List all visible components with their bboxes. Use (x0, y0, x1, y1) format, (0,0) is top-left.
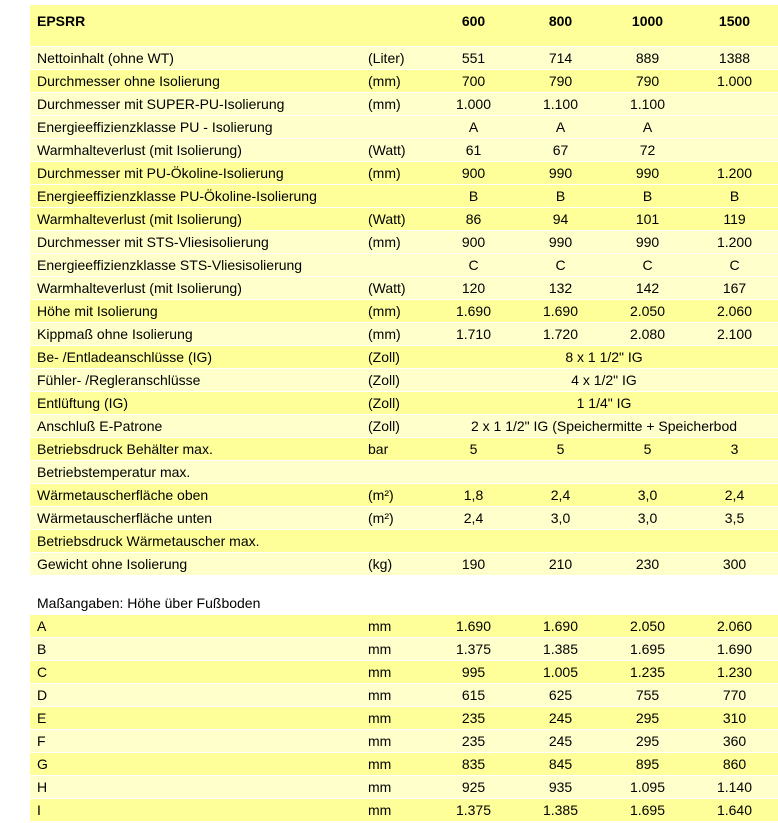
row-label: C (37, 664, 48, 680)
table-row (30, 254, 778, 277)
row-unit: (m²) (368, 510, 394, 526)
row-value: 925 (461, 779, 486, 795)
row-value: 310 (722, 710, 747, 726)
row-value: 2,4 (550, 487, 571, 503)
row-label: Wärmetauscherfläche oben (37, 487, 209, 503)
row-value: 900 (461, 234, 486, 250)
row-value: 295 (635, 710, 660, 726)
row-value: 300 (722, 556, 747, 572)
row-value: 889 (635, 50, 660, 66)
table-row (30, 461, 778, 484)
row-value: 295 (635, 733, 660, 749)
row-value: A (642, 119, 653, 135)
table-title: EPSRR (37, 13, 86, 29)
row-value: 625 (548, 687, 573, 703)
row-value: C (642, 257, 653, 273)
row-unit: mm (368, 756, 392, 772)
table-row (30, 730, 778, 753)
row-unit: mm (368, 733, 392, 749)
table-row (30, 707, 778, 730)
column-header-1500: 1500 (718, 13, 751, 29)
row-label: Warmhalteverlust (mit Isolierung) (37, 142, 242, 158)
row-label: Kippmaß ohne Isolierung (37, 326, 193, 342)
row-unit (365, 185, 430, 207)
row-value: 1.720 (542, 326, 579, 342)
row-value: 5 (469, 441, 478, 457)
row-value: 119 (723, 211, 746, 227)
row-unit: (Zoll) (368, 372, 400, 388)
table-row (30, 507, 778, 530)
row-value: 755 (635, 687, 660, 703)
row-value: 1.695 (629, 641, 666, 657)
row-value: 1.230 (716, 664, 753, 680)
row-unit: (m²) (368, 487, 394, 503)
row-unit: (Watt) (368, 211, 406, 227)
row-value: 845 (548, 756, 573, 772)
row-label: Energieeffizienzklasse PU-Ökoline-Isolierung (37, 188, 317, 204)
row-label: Betriebsdruck Wärmetauscher max. (37, 533, 260, 549)
row-value: 2.050 (629, 618, 666, 634)
row-unit: (mm) (368, 96, 401, 112)
row-value: 835 (461, 756, 486, 772)
row-label: D (37, 687, 48, 703)
row-value: 1.385 (542, 802, 579, 818)
row-value: B (555, 188, 566, 204)
row-label: Wärmetauscherfläche unten (37, 510, 213, 526)
table-row (30, 208, 778, 231)
row-value (430, 461, 517, 483)
row-value: 2.060 (716, 303, 753, 319)
table-row (30, 277, 778, 300)
row-value (691, 93, 778, 115)
row-value: 995 (461, 664, 486, 680)
column-header-600: 600 (461, 13, 486, 29)
row-value: 2.050 (629, 303, 666, 319)
row-label: Fühler- /Regleranschlüsse (37, 372, 201, 388)
row-value: C (555, 257, 566, 273)
row-label: Warmhalteverlust (mit Isolierung) (37, 280, 242, 296)
spec-table-body (30, 47, 778, 576)
row-value: 1.710 (455, 326, 492, 342)
row-label: E (37, 710, 47, 726)
row-unit: (mm) (368, 326, 401, 342)
row-value: 1.235 (629, 664, 666, 680)
row-value: 5 (556, 441, 565, 457)
row-value: 1.375 (455, 641, 492, 657)
row-unit: (Zoll) (368, 418, 400, 434)
row-value (691, 461, 778, 483)
table-row (30, 438, 778, 461)
row-value: 770 (722, 687, 747, 703)
row-value: 132 (548, 280, 573, 296)
row-label: H (37, 779, 48, 795)
row-merged-value: 8 x 1 1/2" IG (565, 349, 643, 365)
table-row (30, 415, 778, 438)
row-unit: (mm) (368, 165, 401, 181)
row-label: Durchmesser ohne Isolierung (37, 73, 220, 89)
row-value: 790 (548, 73, 573, 89)
row-value: 551 (461, 50, 486, 66)
row-value: 1,8 (463, 487, 484, 503)
table-row (30, 661, 778, 684)
row-value: 101 (635, 211, 660, 227)
row-value: 1.100 (629, 96, 666, 112)
table-row (30, 530, 778, 553)
row-value: 2,4 (463, 510, 484, 526)
row-label: Höhe mit Isolierung (37, 303, 158, 319)
table-row (30, 93, 778, 116)
table-row (30, 799, 778, 822)
table-row (30, 753, 778, 776)
row-value: 167 (722, 280, 747, 296)
row-unit: (kg) (368, 556, 393, 572)
table-row (30, 553, 778, 576)
table-row (30, 323, 778, 346)
row-value (517, 530, 604, 552)
row-unit: mm (368, 710, 392, 726)
table-row (30, 776, 778, 799)
table-row (30, 638, 778, 661)
row-value: 3,5 (724, 510, 745, 526)
row-label: Durchmesser mit STS-Vliesisolierung (37, 234, 269, 250)
row-unit (365, 461, 430, 483)
row-value: 5 (643, 441, 652, 457)
table-row (30, 47, 778, 70)
table-row (30, 684, 778, 707)
row-label: Energieeffizienzklasse STS-Vliesisolierung (37, 257, 303, 273)
row-label: Be- /Entladeanschlüsse (IG) (37, 349, 213, 365)
row-value: 860 (722, 756, 747, 772)
row-value: 72 (639, 142, 656, 158)
column-header-1000: 1000 (631, 13, 664, 29)
row-value: 1.200 (716, 165, 753, 181)
row-value: A (468, 119, 479, 135)
row-value: 700 (461, 73, 486, 89)
row-value: 1388 (718, 50, 751, 66)
table-header-row (30, 5, 778, 47)
row-value: 120 (461, 280, 486, 296)
row-unit: mm (368, 641, 392, 657)
row-unit: (Zoll) (368, 349, 400, 365)
row-label: F (37, 733, 46, 749)
row-value: 1.690 (542, 618, 579, 634)
row-unit: (Zoll) (368, 395, 400, 411)
row-value: 1.640 (716, 802, 753, 818)
row-label: G (37, 756, 48, 772)
row-value: 245 (548, 710, 573, 726)
row-value: 1.690 (542, 303, 579, 319)
row-value: 615 (461, 687, 486, 703)
table-row (30, 139, 778, 162)
row-unit (365, 530, 430, 552)
row-value: C (468, 257, 479, 273)
row-merged-value: 1 1/4" IG (576, 395, 632, 411)
row-value: 1.095 (629, 779, 666, 795)
row-label: Betriebstemperatur max. (37, 464, 191, 480)
row-unit (365, 116, 430, 138)
row-value: 3,0 (637, 510, 658, 526)
row-value: B (468, 188, 479, 204)
row-label: Nettoinhalt (ohne WT) (37, 50, 174, 66)
row-unit: bar (368, 441, 389, 457)
row-value (691, 116, 778, 138)
table-row (30, 392, 778, 415)
row-unit: (mm) (368, 73, 401, 89)
row-value (691, 139, 778, 161)
row-unit (365, 254, 430, 276)
table-row (30, 231, 778, 254)
row-value: 1.690 (455, 303, 492, 319)
row-value: 714 (548, 50, 573, 66)
row-value: 230 (635, 556, 660, 572)
row-value: 3,0 (550, 510, 571, 526)
row-unit: mm (368, 618, 392, 634)
row-value: 1.690 (455, 618, 492, 634)
row-value: 1.695 (629, 802, 666, 818)
row-unit: (Watt) (368, 280, 406, 296)
row-value: 1.000 (455, 96, 492, 112)
row-merged-value: 2 x 1 1/2" IG (Speichermitte + Speicherbod (470, 418, 738, 434)
row-unit: (Liter) (368, 50, 405, 66)
table-row (30, 615, 778, 638)
row-value: 1.000 (716, 73, 753, 89)
row-unit: (mm) (368, 303, 401, 319)
row-value: 235 (461, 733, 486, 749)
row-value (691, 530, 778, 552)
row-value: 61 (465, 142, 482, 158)
row-unit: mm (368, 802, 392, 818)
row-value: 190 (461, 556, 486, 572)
row-label: B (37, 641, 47, 657)
row-value: 3 (730, 441, 739, 457)
row-value (604, 530, 691, 552)
row-value: 94 (552, 211, 569, 227)
row-value: 210 (548, 556, 573, 572)
row-label: I (37, 802, 41, 818)
row-value: 86 (465, 211, 482, 227)
table-row (30, 185, 778, 208)
row-value: 245 (548, 733, 573, 749)
table-row (30, 369, 778, 392)
row-label: Durchmesser mit SUPER-PU-Isolierung (37, 96, 285, 112)
table-row (30, 70, 778, 93)
row-value: 2.080 (629, 326, 666, 342)
table-row (30, 162, 778, 185)
row-value: 142 (635, 280, 660, 296)
row-unit: mm (368, 664, 392, 680)
row-value: 360 (722, 733, 747, 749)
table-row (30, 300, 778, 323)
row-value: 1.200 (716, 234, 753, 250)
row-value: 1.375 (455, 802, 492, 818)
row-value: C (729, 257, 740, 273)
row-value (430, 530, 517, 552)
row-value: 1.690 (716, 641, 753, 657)
row-label: Energieeffizienzklasse PU - Isolierung (37, 119, 273, 135)
row-value (517, 461, 604, 483)
header-unit-cell (365, 11, 430, 46)
row-label: Betriebsdruck Behälter max. (37, 441, 213, 457)
row-unit: mm (368, 779, 392, 795)
row-unit: (mm) (368, 234, 401, 250)
row-value: 935 (548, 779, 573, 795)
dimensions-section-title: Maßangaben: Höhe über Fußboden (30, 592, 778, 615)
row-value: 67 (552, 142, 569, 158)
row-value: 3,0 (637, 487, 658, 503)
row-value: 1.100 (542, 96, 579, 112)
row-value (604, 461, 691, 483)
row-label: Warmhalteverlust (mit Isolierung) (37, 211, 242, 227)
row-label: Gewicht ohne Isolierung (37, 556, 188, 572)
row-value: 2,4 (724, 487, 745, 503)
row-value: A (555, 119, 566, 135)
row-value: 790 (635, 73, 660, 89)
row-label: A (37, 618, 47, 634)
column-header-800: 800 (548, 13, 573, 29)
row-value: B (729, 188, 740, 204)
row-value: 990 (548, 165, 573, 181)
row-label: Entlüftung (IG) (37, 395, 129, 411)
row-merged-value: 4 x 1/2" IG (571, 372, 637, 388)
row-unit: (Watt) (368, 142, 406, 158)
row-label: Durchmesser mit PU-Ökoline-Isolierung (37, 165, 284, 181)
row-value: 900 (461, 165, 486, 181)
row-value: B (642, 188, 653, 204)
table-row (30, 484, 778, 507)
row-value: 990 (635, 234, 660, 250)
row-value: 2.060 (716, 618, 753, 634)
row-value: 990 (548, 234, 573, 250)
table-row (30, 116, 778, 139)
section-gap (30, 576, 778, 592)
row-value: 990 (635, 165, 660, 181)
row-value: 1.385 (542, 641, 579, 657)
row-value: 895 (635, 756, 660, 772)
row-label: Anschluß E-Patrone (37, 418, 163, 434)
row-value: 235 (461, 710, 486, 726)
row-value: 1.140 (716, 779, 753, 795)
row-value: 1.005 (542, 664, 579, 680)
dimensions-table-body (30, 615, 778, 822)
table-row (30, 346, 778, 369)
row-value: 2.100 (716, 326, 753, 342)
row-unit: mm (368, 687, 392, 703)
